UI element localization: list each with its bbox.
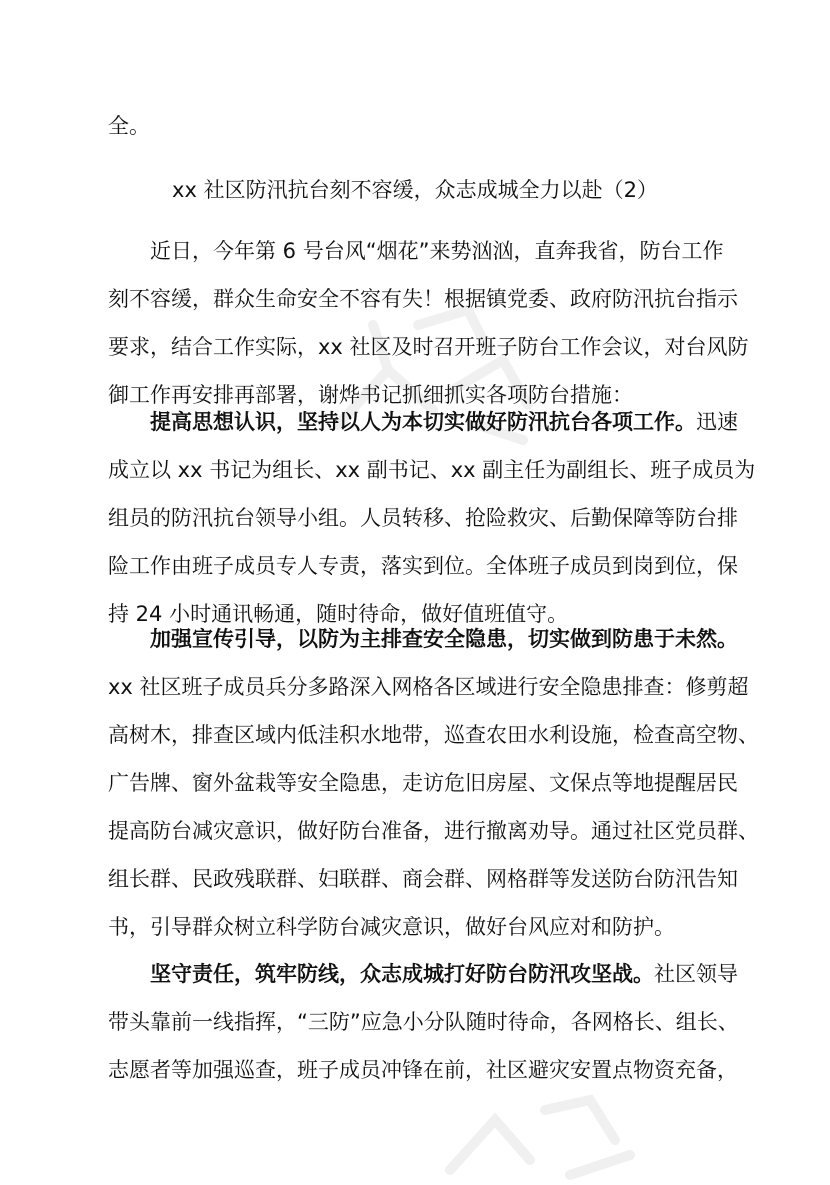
section-2-line-4: 提高防台减灾意识，做好防台准备，进行撤离劝导。通过社区党员群、 — [108, 819, 759, 843]
section-title: xx 社区防汛抗台刻不容缓，众志成城全力以赴（2） — [172, 178, 658, 202]
watermark-icon — [318, 290, 548, 460]
section-3-heading-tail: 社区领导 — [654, 962, 738, 986]
section-2-line-3: 广告牌、窗外盆栽等安全隐患，走访危旧房屋、文保点等地提醒居民 — [108, 771, 738, 795]
paragraph-1-line-1: 近日，今年第 6 号台风“烟花”来势汹汹，直奔我省，防台工作 — [150, 239, 724, 263]
section-2-heading: 加强宣传引导，以防为主排查安全隐患，切实做到防患于未然。 — [150, 627, 738, 651]
section-2-line-5: 组长群、民政残联群、妇联群、商会群、网格群等发送防台防汛告知 — [108, 867, 738, 891]
section-1-line-4: 持 24 小时通讯畅通，随时待命，做好值班值守。 — [108, 602, 569, 626]
section-1-line-3: 险工作由班子成员专人专责，落实到位。全体班子成员到岗到位，保 — [108, 554, 738, 578]
paragraph-1-line-2: 刻不容缓，群众生命安全不容有失！根据镇党委、政府防汛抗台指示 — [108, 287, 738, 311]
section-3-line-1: 带头靠前一线指挥，“三防”应急小分队随时待命，各网格长、组长、 — [108, 1010, 739, 1034]
section-2-line-6: 书，引导群众树立科学防台减灾意识，做好台风应对和防护。 — [108, 915, 675, 939]
section-1-line-2: 组员的防汛抗台领导小组。人员转移、抢险救灾、后勤保障等防台排 — [108, 506, 738, 530]
opening-line: 全。 — [108, 114, 150, 138]
section-3-line-2: 志愿者等加强巡查，班子成员冲锋在前，社区避灾安置点物资充备， — [108, 1058, 738, 1082]
section-1-heading-tail: 迅速 — [696, 410, 738, 434]
section-3-heading: 坚守责任，筑牢防线，众志成城打好防台防汛攻坚战。 — [150, 962, 654, 986]
section-3-heading-line — [150, 964, 738, 985]
paragraph-1-line-3: 要求，结合工作实际，xx 社区及时召开班子防台工作会议，对台风防 — [108, 335, 749, 359]
section-1-heading-line — [150, 412, 738, 433]
section-2-line-2: 高树木，排查区域内低洼积水地带，巡查农田水利设施，检查高空物、 — [108, 723, 759, 747]
section-2-line-1: xx 社区班子成员兵分多路深入网格各区域进行安全隐患排查：修剪超 — [108, 675, 749, 699]
section-1-heading: 提高思想认识，坚持以人为本切实做好防汛抗台各项工作。 — [150, 410, 696, 434]
paragraph-1-line-4: 御工作再安排再部署，谢烨书记抓细抓实各项防台措施： — [108, 383, 633, 407]
section-1-line-1: 成立以 xx 书记为组长、xx 副书记、xx 副主任为副组长、班子成员为 — [108, 458, 756, 482]
watermark-bottom-icon — [430, 1085, 650, 1185]
